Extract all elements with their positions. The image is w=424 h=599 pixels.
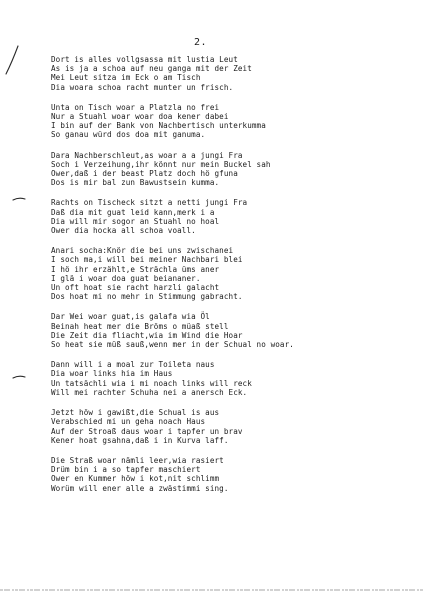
verse-line: Anari socha:Knör die bei uns zwischanei	[51, 246, 234, 256]
verse-line: Kener hoat gsahna,daß i in Kurva laff.	[51, 435, 229, 445]
verse-line: So ganau würd dos doa mit ganuma.	[51, 130, 206, 140]
scan-bottom-edge	[0, 588, 424, 592]
verse-line: Ower en Kummer höw i kot,nit schlimm	[51, 474, 220, 484]
stanza	[51, 198, 421, 235]
verse-line: Verabschied mi un geha noach Haus	[51, 417, 206, 427]
verse-line: Dort is alles vollgsassa mit lustia Leut	[51, 55, 238, 64]
margin-dash-mark	[12, 374, 26, 380]
verse-line: I glä i woar doa guat beiananer.	[51, 273, 201, 283]
verse-line: Die Zeit dia fliacht,wia im Wind die Hoar	[51, 330, 243, 340]
stanza	[51, 456, 421, 493]
verse-line: I hö ihr erzählt,e Strächla üms aner	[51, 264, 220, 274]
verse-line: Rachts on Tischeck sitzt a netti jungi Fra	[51, 198, 248, 208]
verse-line: Ower,daß i der beast Platz doch hö gfuna	[51, 169, 238, 179]
verse-line: Beinah heat mer die Bröms o müaß stell	[51, 321, 229, 331]
verse-line: Unta on Tisch woar a Platzla no frei	[51, 102, 220, 112]
verse-line: Dos is mir bal zun Bawustsein kumma.	[51, 178, 220, 188]
verse-line: Mei Leut sitza im Eck o am Tisch	[51, 73, 201, 83]
verse-line: Will mei rachter Schuha nei a anersch Eck.	[51, 387, 248, 397]
verse-line: Dia will mir sogor an Stuahl no hoal	[51, 216, 220, 226]
poem-body	[51, 55, 421, 504]
verse-line: So heat sie müß sauß,wenn mer in der Schual no woar.	[51, 340, 294, 350]
verse-line: Dara Nachberschleut,as woar a a jungi Fra	[51, 150, 243, 160]
verse-line: Die Straß woar nämli leer,wia rasiert	[51, 455, 224, 465]
verse-line: As is ja a schoa auf neu ganga mit der Zeit	[51, 64, 252, 74]
margin-slash-mark	[4, 44, 20, 76]
stanza	[51, 312, 421, 349]
stanza	[51, 55, 421, 92]
verse-line: Daß dia mit guat leid kann,merk i a	[51, 207, 215, 217]
stanza	[51, 246, 421, 301]
verse-line: Dia woar links hia im Haus	[51, 369, 173, 379]
verse-line: Soch i Verzeihung,ihr könnt nur mein Buckel sah	[51, 159, 271, 169]
verse-line: I soch ma,i will bei meiner Nachbari blei	[51, 255, 243, 265]
verse-line: Dann will i a moal zur Toileta naus	[51, 360, 215, 370]
verse-line: Nur a Stuahl woar woar doa kener dabei	[51, 112, 229, 122]
stanza	[51, 151, 421, 188]
verse-line: Dar Wei woar guat,is galafa wia Öl	[51, 312, 210, 322]
page-number: 2.	[194, 37, 208, 48]
verse-line: Drüm bin i a so tapfer maschiert	[51, 465, 201, 475]
margin-dash-mark	[12, 196, 26, 202]
verse-line: Dia woara schoa racht munter un frisch.	[51, 82, 234, 92]
stanza	[51, 103, 421, 140]
verse-line: Un tatsächli wia i mi noach links will reck	[51, 378, 252, 388]
verse-line: Ower dia hocka all schoa voall.	[51, 226, 196, 236]
verse-line: Un oft hoat sie racht harzli galacht	[51, 283, 220, 293]
verse-line: Worüm will ener alle a zwästimmi sing.	[51, 483, 229, 493]
verse-line: Jetzt höw i gawißt,die Schual is aus	[51, 408, 220, 418]
stanza	[51, 408, 421, 445]
verse-line: Dos hoat mi no mehr in Stimmung gabracht.	[51, 292, 243, 302]
verse-line: Auf der Stroaß daus woar i tapfer un brav	[51, 426, 243, 436]
verse-line: I bin auf der Bank von Nachbertisch unterkumma	[51, 121, 266, 131]
stanza	[51, 360, 421, 397]
